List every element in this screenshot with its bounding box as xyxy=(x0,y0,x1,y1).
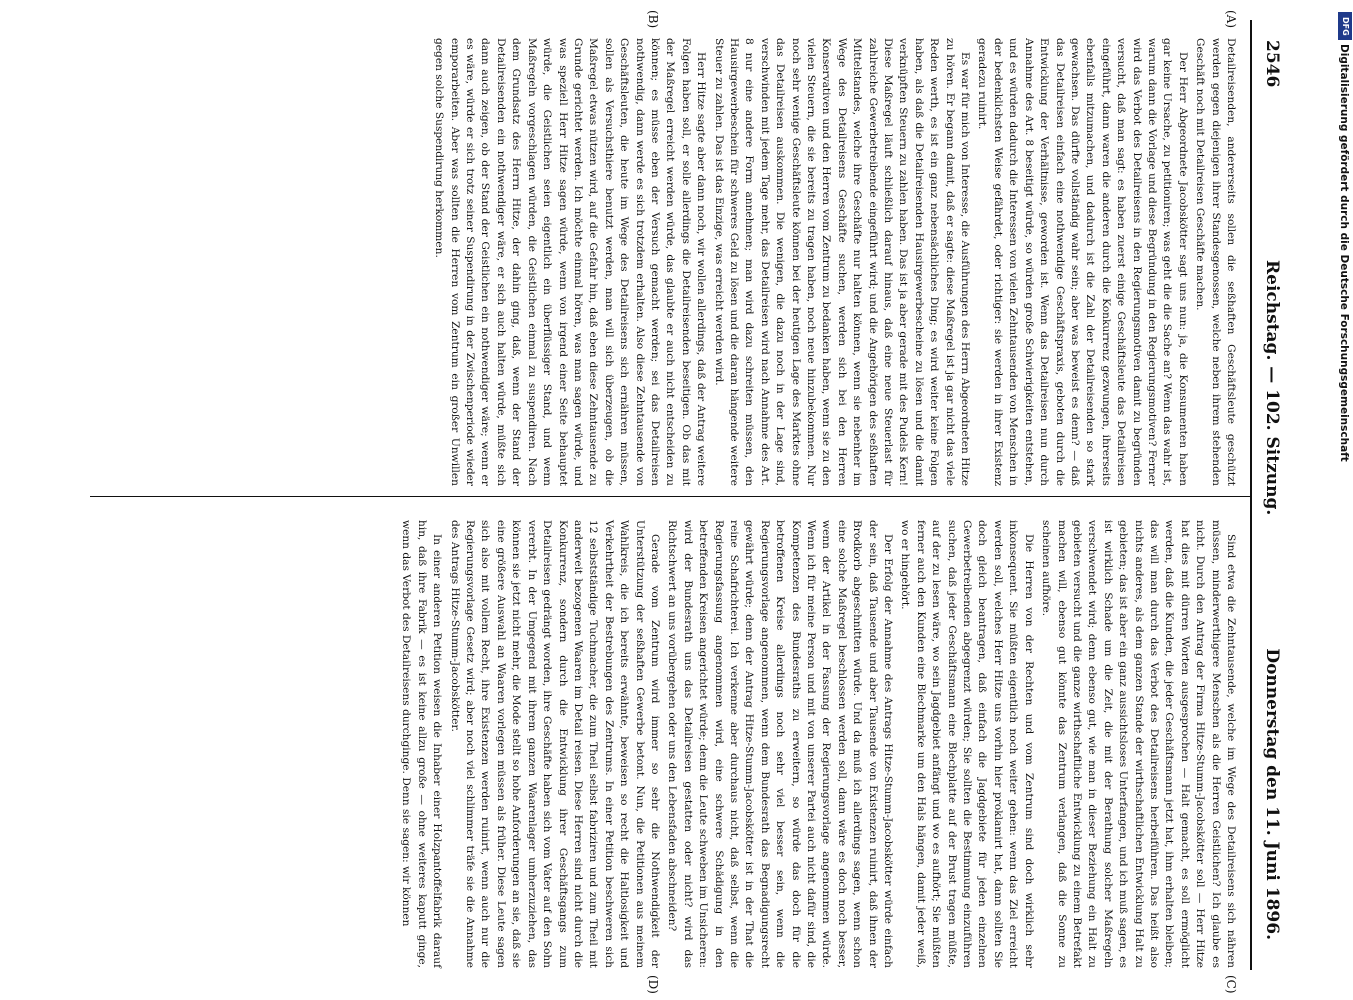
paragraph: In einer anderen Petition weisen die Inhaber einer Holzpantoffelfabrik darauf hin, daß ihre Fabrik — es ist keine allzu große — ohne weiteres kaputt ginge, wenn das Verbot des Detailreisens durchginge. Denn sie sagen: wir können xyxy=(400,520,444,968)
margin-marker-b: (B) xyxy=(646,10,660,29)
paragraph: Es war für mich von Interesse, die Ausführungen des Herrn Abgeordneten Hitze zu hören. Er begann damit, daß er sagte: diese Maßregel ist ja gar nicht das viele Reden werth, es ist ein ganz nebensächliches Ding; es wird weiter keine Folgen haben, als daß die Detailreisenden Hausirgewerbescheine zu lösen und die damit verknüpften Steuern zu zahlen haben. Das ist ja aber gerade mit des Pudels Kern! Diese Maßregel läuft schließlich darauf hinaus, daß eine neue Steuerlast für zahlreiche Gewerbetreibende eingeführt wird; und die Angehörigen des seßhaften Mittelstandes, welche ihre Geschäfte nur halten können, wenn sie nebenher im Wege des Detailreisens Geschäfte suchen, werden sich bei den Herren Konservativen und den Herren vom Zentrum zu bedanken haben, wenn sie zu den vielen Steuern, die sie bereits zu tragen haben, noch neue hinzubekommen. Nur noch sehr wenige Geschäftsleute können bei der heutigen Lage des Marktes ohne das Detailreisen auskommen. Die wenigen, die dazu noch in der Lage sind, verschwinden mit jedem Tage mehr, das Detailreisen wird nach Annahme des Art. 8 nur eine andere Form annehmen; man wird dazu schreiten müssen, den Hausirgewerbeschein für schweres Geld zu lösen und die daran hängende weitere Steuer zu zahlen. Das ist das Einzige, was erreicht werden wird. xyxy=(712,38,972,486)
page-header xyxy=(1242,30,1282,970)
page-number: 2546 xyxy=(1262,40,1282,88)
digitization-sidebar xyxy=(1336,8,1353,998)
margin-marker-d: (D) xyxy=(646,975,660,994)
funding-credit: Digitalisierung gefördert durch die Deutsche Forschungsgemeinschaft xyxy=(1338,44,1350,462)
paragraph: Detailreisenden, andererseits sollen die seßhaften Geschäftsleute geschützt werden gegen diejenigen ihrer Standesgenossen, welche neben ihrem stehenden Geschäft noch mit Detailreisen Geschäfte machen. xyxy=(1194,38,1237,486)
column-divider xyxy=(90,496,1250,497)
right-column xyxy=(396,520,1238,968)
paragraph: Gerade vom Zentrum wird immer so sehr die Nothwendigkeit der Unterstützung der seßhaften Gewerbe betont. Nun, die Petitionen aus meinem Wahlkreis, die ich bereits erwähnte, beweisen so recht die Haltlosigkeit und Verkehrtheit der Bestrebungen des Zentrums. In einer Petition beschweren sich 12 selbstständige Tuchmacher, die zum Theil selbst fabriziren und zum Theil mit anderweit bezogenen Waaren im Detail reisen. Diese Herren sind nicht durch die Konkurrenz, sondern durch die Entwicklung ihrer Geschäftsgangs zum Detailreisen gedrängt worden, ihre Geschäfte haben sich vom Vater auf den Sohn vererbt. In der Umgegend mit ihrem ganzen Waarenlager umherzuziehen, das können sie jetzt nicht mehr, die Mode stellt so hohe Anforderungen an sie, daß sie eine größere Auswahl an Waaren vorlegen müssen als früher. Diese Leute sagen sich also mit vollem Recht, ihre Existenzen werden ruinirt, wenn auch nur die Regierungsvorlage Gesetz wird; aber noch viel schlimmer träfe sie die Annahme des Antrags Hitze-Stumm-Jacobskötter. xyxy=(448,520,661,968)
paragraph: Herr Hitze sagte aber dann noch, wir wollen allerdings, daß der Antrag weitere Folgen haben soll, er solle allerdings die Detailreisenden beseitigen. Ob das mit der Maßregel erreicht werden würde, das glaubte er auch nicht entscheiden zu können; es müsse eben der Versuch gemacht werden; sei das Detailreisen nothwendig, dann werde es sich trotzdem erhalten. Also diese Zehntausende von Geschäftsleuten, die heute im Wege des Detailreisens sich ernähren müssen, sollen als Versuchsthiere benutzt werden, man will sich überzeugen, ob die Maßregel etwas nützen wird, auf die Gefahr hin, daß eben diese Zehntausende zu Grunde gerichtet werden. Ich möchte einmal hören, was man sagen würde, und was speziell Herr Hitze sagen würde, wenn von irgend einer Seite behauptet würde, die Geistlichen seien eigentlich ein überflüssiger Stand, und wenn Maßregeln vorgeschlagen würden, die Geistlichen einmal zu suspendiren. Nach dem Grundsatz des Herrn Hitze, der dahin ging, daß, wenn der Stand der Detailreisenden ein nothwendiger wäre, er sich auch halten würde, müßte sich dann auch zeigen, ob der Stand der Geistlichen ein nothwendiger wäre; wenn er es wäre, würde er sich trotz seiner Suspendirung in der Zwischenperiode wieder emporarbeiten. Aber was sollten die Herren vom Zentrum ein großer Unwillen gegen solche Suspendirung herkommen. xyxy=(433,38,708,486)
margin-marker-a: (A) xyxy=(1224,10,1238,29)
margin-marker-c: (C) xyxy=(1224,975,1238,994)
session-title: Reichstag. — 102. Sitzung. xyxy=(1262,260,1282,516)
paragraph: Der Erfolg der Annahme des Antrags Hitze-Stumm-Jacobskötter würde einfach der sein, daß Tausende und aber Tausende von Existenzen ruinirt, daß ihnen der Brodkorb abgeschnitten würde. Und da muß ich allerdings sagen, wenn schon eine solche Maßregel beschlossen werden soll, dann wäre es doch noch besser, wenn der Artikel in der Fassung der Regierungsvorlage angenommen würde. Wenn ich für meine Person und mit von unserer Partei auch nicht dafür sind, die Kompetenzen des Bundesraths zu erweitern, so würde das doch für die betroffenen Kreise allerdings noch sehr viel besser sein, wenn die Regierungsvorlage angenommen, wenn dem Bundesrath das Begnadigungsrecht gewährt würde; denn der Antrag Hitze-Stumm-Jacobskötter ist in der That die reine Schafrichterei. Ich verkenne aber durchaus nicht, daß selbst, wenn die Regierungsfassung angenommen wird, eine schwere Schädigung in den betreffenden Kreisen angerichtet würde; denn die Leute schweben im Unsicheren: wird der Bundesrath uns das Detailreisen gestatten oder nicht? wird das Richtschwert an uns vorübergehen oder uns den Lebensfaden abschneiden? xyxy=(666,520,895,968)
paragraph: Die Herren von der Rechten und vom Zentrum sind doch wirklich sehr inkonsequent. Sie müßten eigentlich noch weiter gehen: wenn das Ziel erreicht werden soll, welches Herr Hitze uns vorhin hier proklamirt hat, dann sollten Sie doch gleich beantragen, daß einfach die Jagdgebiete für jeden einzelnen Gewerbetreibenden abgegrenzt würden; Sie sollten die Bestimmung einzuführen suchen, daß jeder Geschäftsmann eine Blechplatte auf der Brust tragen müßte, auf der zu lesen wäre, wo sein Jagdgebiet anfängt und wo es aufhört; Sie müßten ferner auch den Kunden eine Blechmarke um den Hals hängen, damit jeder weiß, wo er hingehört. xyxy=(899,520,1035,968)
header-rule xyxy=(1250,20,1252,970)
left-column xyxy=(429,38,1238,486)
paragraph: Der Herr Abgeordnete Jacobskötter sagt uns nun: ja, die Konsumenten haben gar keine Ursache, zu petitioniren; was geht die die Sache an? Wenn das wahr ist, warum dann die Vorlage und diese Begründung in den Regierungsmotiven? Ferner wird das Verbot des Detailreisens in den Regierungsmotiven damit zu begründen versucht, daß man sagt: es haben zuerst einige Geschäftsleute das Detailreisen eingeführt, dann waren die anderen durch die Konkurrenz gezwungen, ihrerseits ebenfalls mitzumachen, und dadurch ist die Zahl der Detailreisenden so stark gewachsen. Das dürfte vollständig wahr sein; aber was beweist es denn? — daß das Detailreisen einfach eine nothwendige Geschäftspraxis, geboten durch die Entwicklung der Verhältnisse, geworden ist. Wenn das Detailreisen nun durch Annahme des Art. 8 beseitigt würde, so würden große Schwierigkeiten entstehen, und es würden dadurch die Interessen von vielen Zehntausenden von Menschen in der bedenklichsten Weise gefährdet, oder richtiger: sie werden in ihrer Existenz geradezu ruinirt. xyxy=(976,38,1189,486)
session-date: Donnerstag den 11. Juni 1896. xyxy=(1262,648,1282,940)
dfg-logo: DFG xyxy=(1338,12,1352,40)
paragraph: Sind etwa die Zehntausende, welche im Wege des Detailreisens sich nähren müssen, minderwerthigere Menschen als die Herren Geistlichen? Ich glaube es nicht. Durch den Antrag der Firma Hitze-Stumm-Jacobskötter soll — Herr Hitze hat dies mit dürren Worten ausgesprochen — Halt gemacht, es soll ermöglicht werden, daß die Kunden, die jeder Geschäftsmann jetzt hat, ihm erhalten bleiben; das will man durch das Verbot des Detailreisens herbeiführen. Das heißt also nichts anderes, als dem ganzen Stande der wirthschaftlichen Entwicklung Halt zu gebieten; das ist aber ein ganz aussichtsloses Unterfangen, und ich muß sagen, es ist wirklich Schade um die Zeit, die mit der Berathung solcher Maßregeln verschwendet wird; denn ebenso gut, wie man in dieser Beziehung ein Halt zu gebieten versucht und die ganze wirthschaftliche Entwicklung zu einem Betrefakt machen will, ebenso gut könnte das Zentrum verlangen, daß die Sonne zu scheinen aufhöre. xyxy=(1040,520,1237,968)
